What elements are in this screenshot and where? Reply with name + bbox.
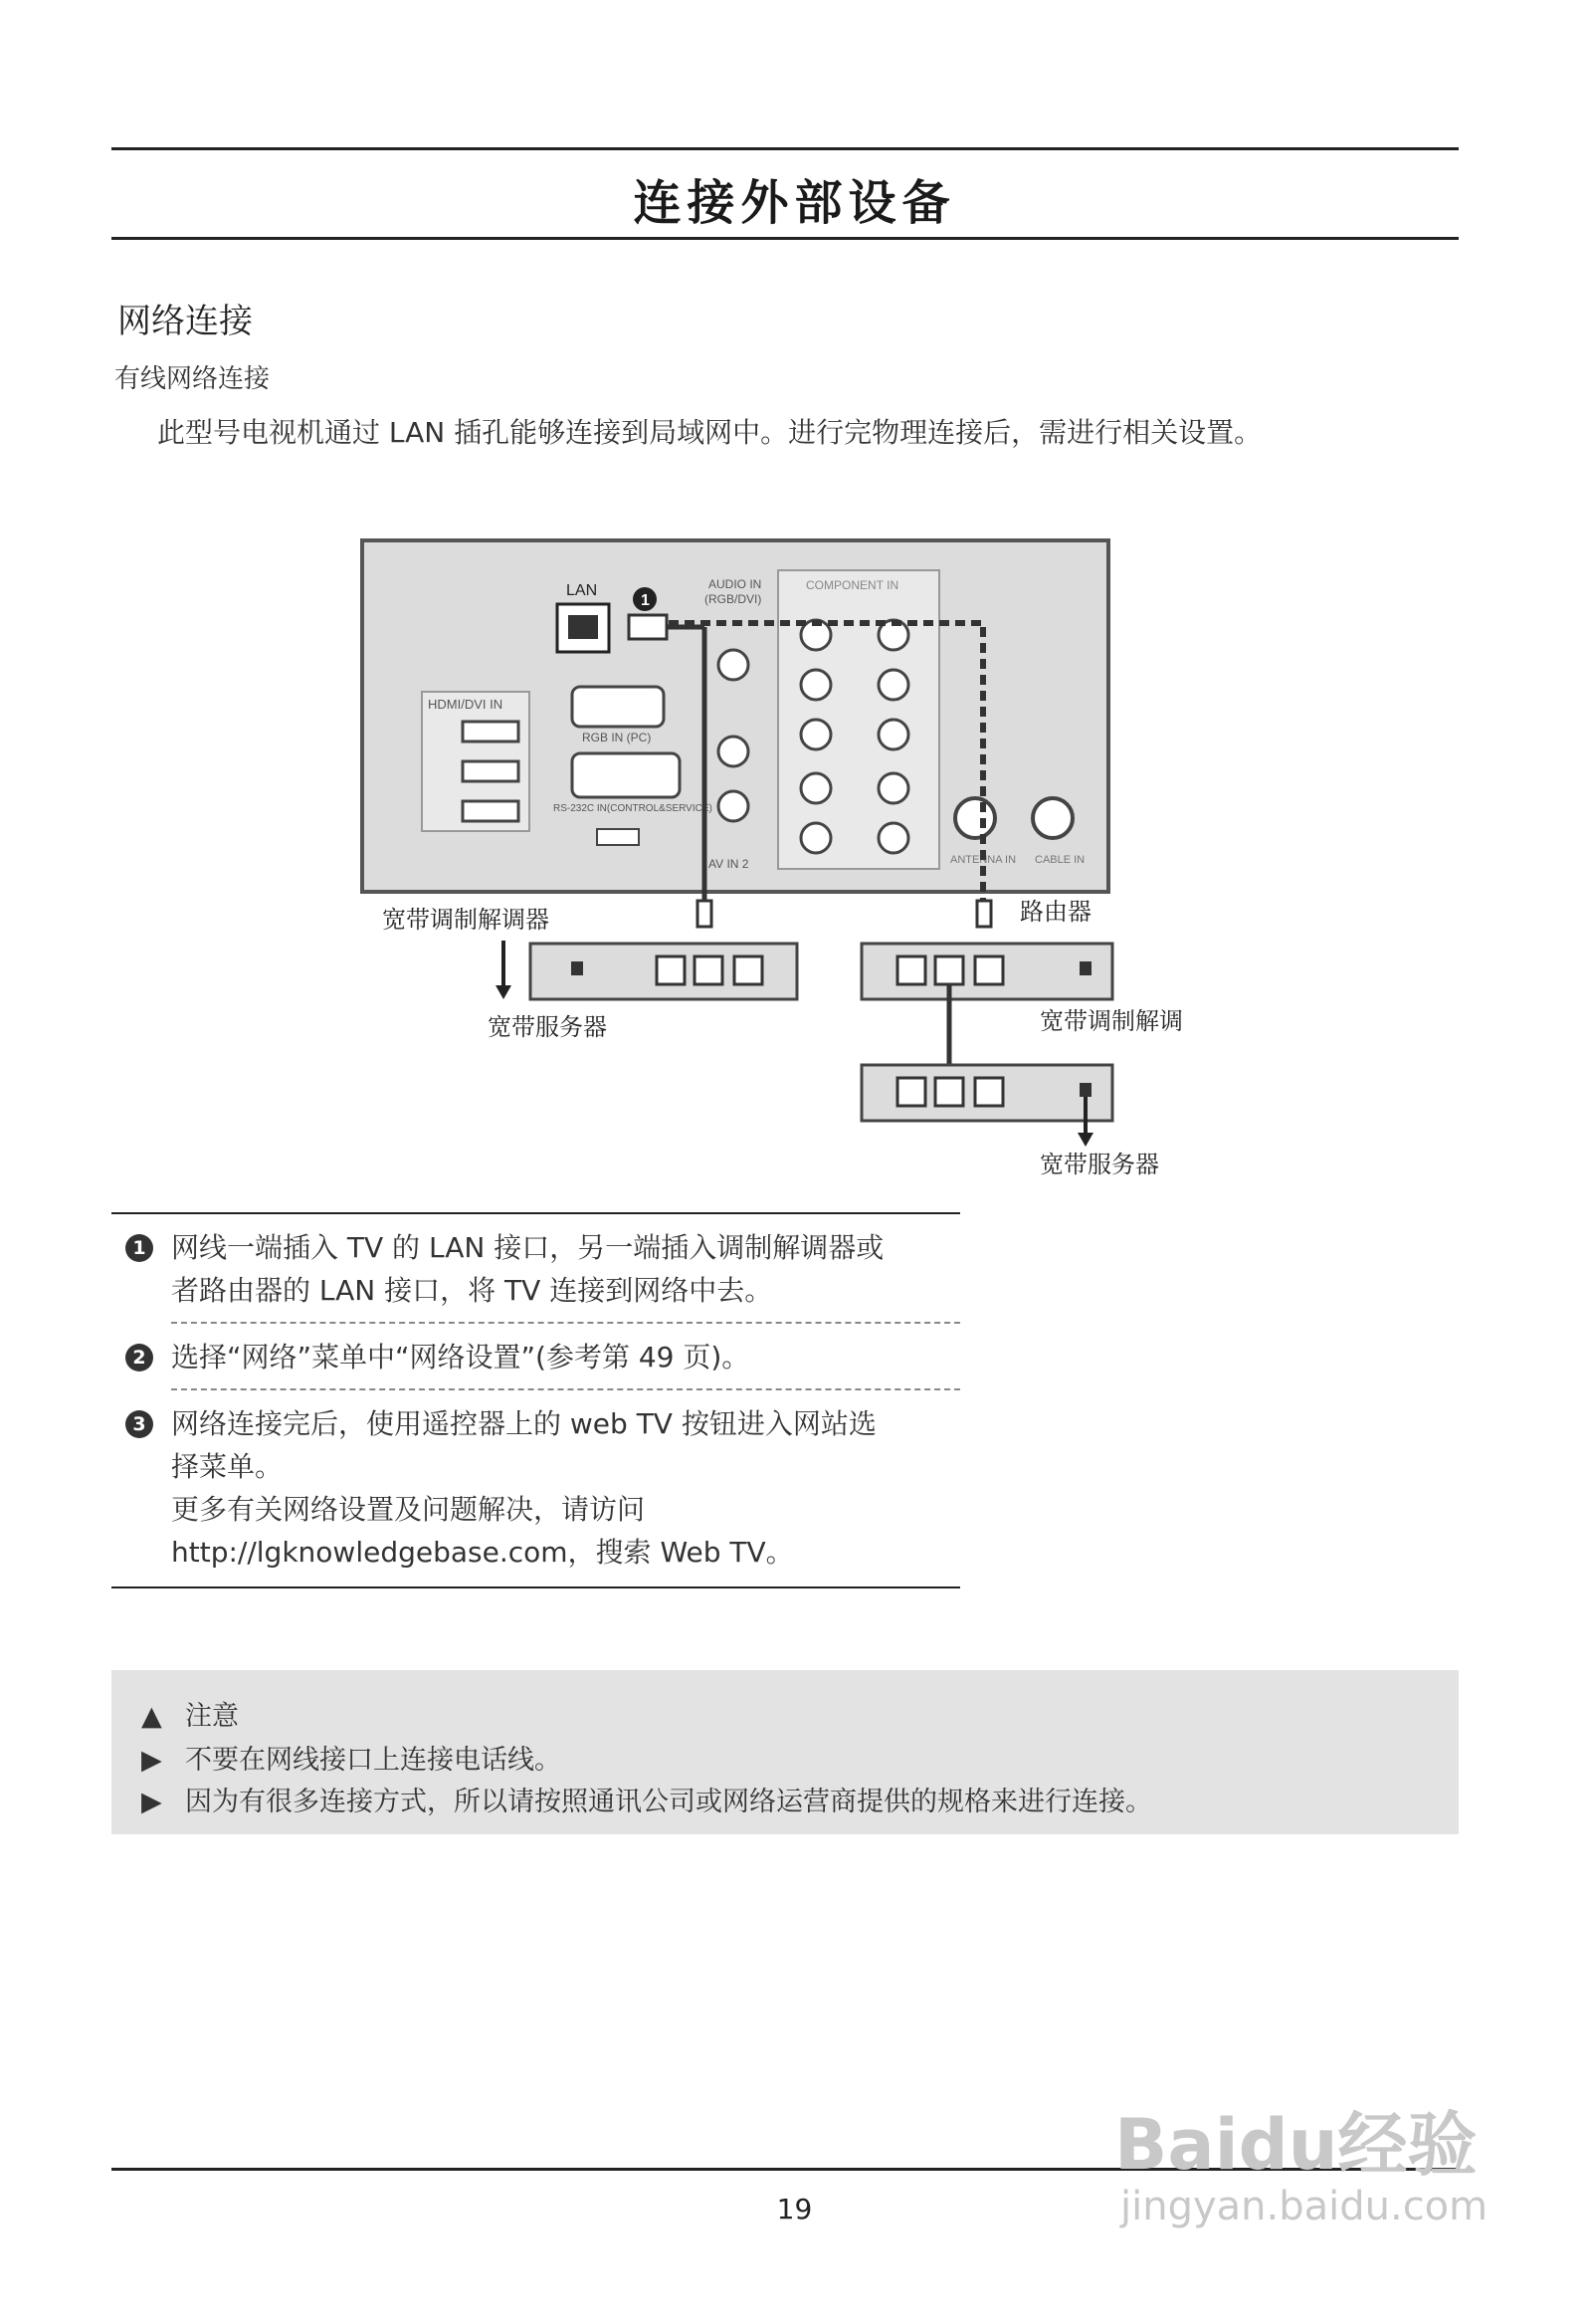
watermark-url: jingyan.baidu.com — [1120, 2184, 1489, 2229]
router-lan-port — [975, 956, 1003, 984]
note-title: 注意 — [185, 1701, 239, 1732]
hdmi-dvi-in-label: HDMI/DVI IN — [428, 697, 503, 712]
cable-jack — [1033, 798, 1073, 838]
steps-top-rule — [111, 1212, 960, 1214]
step-text: 择菜单。 — [171, 1450, 284, 1483]
modem-power-port — [571, 961, 583, 975]
steps-bottom-rule — [111, 1586, 960, 1588]
rca-jack — [801, 720, 831, 749]
rca-jack — [879, 670, 908, 700]
cable-connector — [697, 901, 711, 927]
control-port — [597, 829, 639, 845]
rca-jack — [718, 650, 748, 680]
rs232c-label: RS-232C IN(CONTROL&SERVICE) — [553, 803, 712, 814]
step-number: 3 — [125, 1410, 153, 1438]
step-text: 选择“网络”菜单中“网络设置”(参考第 49 页)。 — [171, 1341, 750, 1373]
rca-jack — [718, 791, 748, 821]
rca-jack — [801, 670, 831, 700]
step-item — [111, 1402, 960, 1574]
note-text: 因为有很多连接方式，所以请按照通讯公司或网络运营商提供的规格来进行连接。 — [185, 1787, 1152, 1817]
modem-lan-port — [734, 956, 762, 984]
step-text: 网络连接完后，使用遥控器上的 web TV 按钮进入网站选 — [171, 1407, 877, 1440]
antenna-jack — [955, 798, 995, 838]
hdmi-port — [463, 801, 518, 821]
component-in-block — [778, 570, 939, 869]
down-arrow-head — [496, 985, 511, 999]
rca-jack — [879, 720, 908, 749]
lan-label: LAN — [566, 582, 598, 599]
hdmi-port — [463, 761, 518, 781]
modem-right-lan-port — [897, 1078, 925, 1106]
down-arrow-head-right — [1078, 1133, 1093, 1147]
section-title: 网络连接 — [117, 302, 253, 341]
rca-jack — [879, 823, 908, 853]
router-label: 路由器 — [1020, 899, 1092, 926]
note-text: 不要在网线接口上连接电话线。 — [185, 1745, 561, 1776]
step-text: http://lgknowledgebase.com，搜索 Web TV。 — [171, 1536, 794, 1569]
subsection-title: 有线网络连接 — [114, 364, 271, 394]
step-text: 网线一端插入 TV 的 LAN 接口，另一端插入调制解调器或 — [171, 1231, 885, 1264]
callout-1-text: 1 — [641, 592, 650, 609]
lan-port-inner-icon — [568, 615, 598, 639]
component-in-label: COMPONENT IN — [806, 578, 899, 592]
warning-icon: ▲ — [141, 1701, 162, 1732]
modem-label: 宽带调制解调器 — [382, 907, 549, 934]
rs232c-port — [572, 753, 680, 797]
note-item — [141, 1780, 1152, 1818]
step-item — [111, 1226, 960, 1312]
audio-in-sub-label: (RGB/DVI) — [704, 592, 762, 606]
hdmi-port — [463, 722, 518, 741]
modem-right-label: 宽带调制解调 — [1040, 1008, 1183, 1035]
step-item — [111, 1336, 960, 1378]
rgb-in-pc-label: RGB IN (PC) — [582, 731, 652, 744]
step-text: 者路由器的 LAN 接口，将 TV 连接到网络中去。 — [171, 1274, 773, 1307]
intro-paragraph: 此型号电视机通过 LAN 插孔能够连接到局域网中。进行完物理连接后，需进行相关设置。 — [157, 416, 1263, 449]
steps-list — [111, 1226, 960, 1574]
modem-lan-port — [695, 956, 722, 984]
modem-right-lan-port — [935, 1078, 963, 1106]
broadband-server-left: 宽带服务器 — [488, 1014, 607, 1041]
router-lan-port — [935, 956, 963, 984]
rgb-port — [572, 687, 664, 727]
broadband-server-right: 宽带服务器 — [1040, 1152, 1159, 1178]
step-number: 1 — [125, 1234, 153, 1262]
page-number: 19 — [776, 2193, 813, 2225]
page-title: 连接外部设备 — [633, 175, 956, 231]
rca-jack — [879, 773, 908, 803]
audio-jack — [629, 615, 667, 639]
bullet-arrow-icon: ▶ — [141, 1745, 162, 1776]
note-box — [111, 1670, 1459, 1834]
audio-in-label: AUDIO IN — [708, 577, 762, 591]
router-power-port — [1080, 961, 1092, 975]
step-divider — [171, 1388, 960, 1390]
note-title-row — [141, 1694, 239, 1733]
rca-jack — [801, 773, 831, 803]
cable-in-label: CABLE IN — [1035, 854, 1086, 866]
av-in2-label: AV IN 2 — [708, 857, 749, 871]
modem-lan-port — [657, 956, 685, 984]
step-divider — [171, 1322, 960, 1324]
rca-jack — [801, 823, 831, 853]
hdmi-ports — [463, 722, 518, 821]
step-text: 更多有关网络设置及问题解决，请访问 — [171, 1493, 646, 1526]
antenna-in-label: ANTENNA IN — [950, 854, 1017, 866]
rca-jack — [718, 737, 748, 766]
step-number: 2 — [125, 1344, 153, 1372]
watermark-brand: Baidu经验 — [1114, 2104, 1478, 2186]
note-item — [141, 1738, 561, 1777]
modem-right-power-port — [1080, 1083, 1092, 1097]
modem-right-lan-port — [975, 1078, 1003, 1106]
cable-connector — [977, 901, 991, 927]
router-lan-port — [897, 956, 925, 984]
baidu-watermark — [1114, 2105, 1488, 2228]
bullet-arrow-icon: ▶ — [141, 1787, 162, 1817]
